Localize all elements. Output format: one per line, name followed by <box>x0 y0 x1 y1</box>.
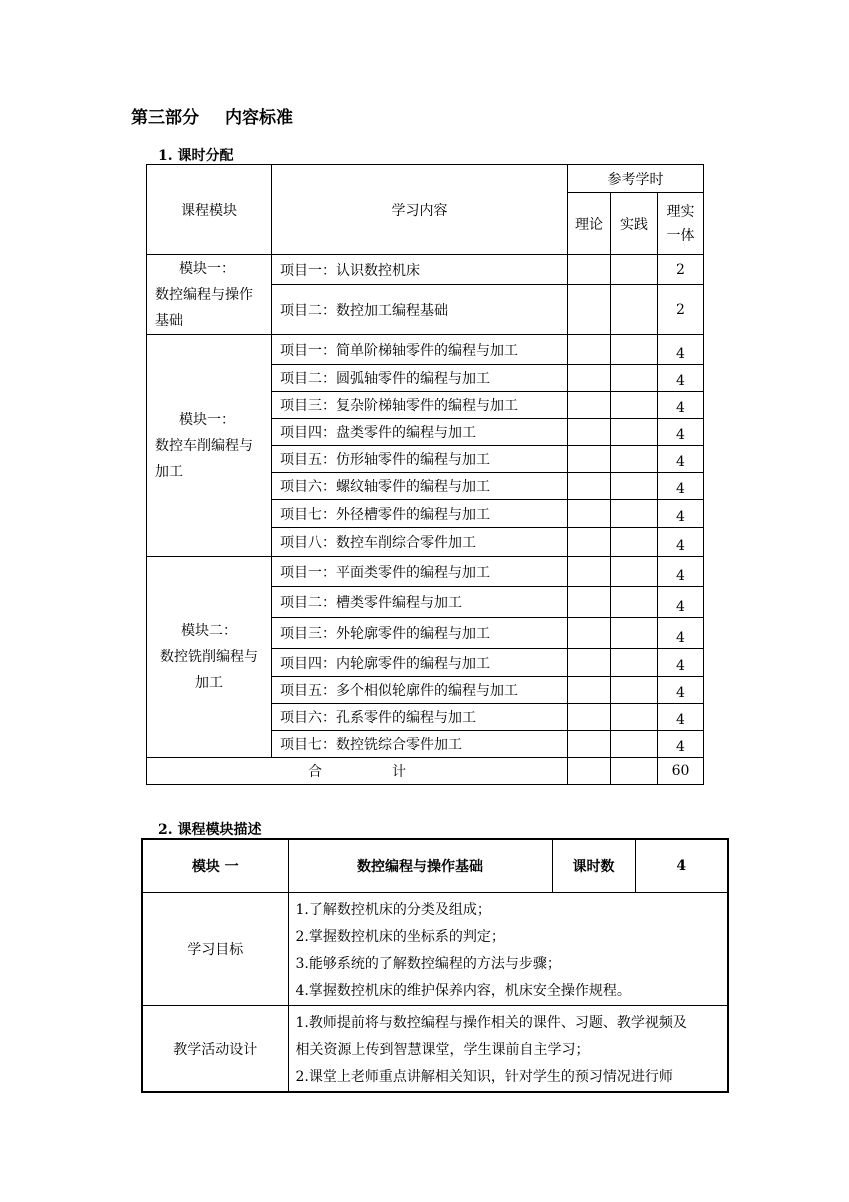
total-label <box>147 758 568 785</box>
project-label: 项目七：外径槽零件的编程与加工 <box>272 500 568 528</box>
module-name-line: 加工 <box>155 463 183 480</box>
total-hours: 60 <box>658 758 704 785</box>
project-hours: 4 <box>658 335 704 365</box>
project-hours: 4 <box>658 419 704 446</box>
project-hours: 4 <box>658 500 704 528</box>
table-row <box>147 255 704 285</box>
module-name-line: 模块一： <box>179 260 235 277</box>
project-label: 项目八：数控车削综合零件加工 <box>272 528 568 557</box>
header-ref-hours: 参考学时 <box>568 165 704 193</box>
module-cell <box>147 557 272 758</box>
header-module: 课程模块 <box>147 165 272 255</box>
goals-label: 学习目标 <box>142 893 288 1006</box>
activity-label: 教学活动设计 <box>142 1006 288 1093</box>
module-label: 模块 一 <box>142 839 288 893</box>
module-name-line: 数控编程与操作 <box>155 286 253 303</box>
project-label: 项目七：数控铣综合零件加工 <box>272 731 568 758</box>
project-hours: 4 <box>658 704 704 731</box>
project-label: 项目二：槽类零件编程与加工 <box>272 587 568 618</box>
project-label: 项目一：简单阶梯轴零件的编程与加工 <box>272 335 568 365</box>
project-label: 项目三：外轮廓零件的编程与加工 <box>272 618 568 649</box>
project-hours: 2 <box>658 285 704 335</box>
goal-item: 1.了解数控机床的分类及组成； <box>295 902 491 918</box>
header-integrated <box>658 193 704 255</box>
header-theory: 理论 <box>568 193 611 255</box>
project-hours: 4 <box>658 528 704 557</box>
project-hours: 4 <box>658 473 704 500</box>
project-label: 项目三：复杂阶梯轴零件的编程与加工 <box>272 392 568 419</box>
total-row <box>147 758 704 785</box>
goals-list <box>288 893 728 1006</box>
table-row <box>147 335 704 365</box>
goal-item: 3.能够系统的了解数控编程的方法与步骤； <box>295 956 561 972</box>
project-label: 项目四：内轮廓零件的编程与加工 <box>272 649 568 677</box>
project-hours: 4 <box>658 649 704 677</box>
hours-value: 4 <box>635 839 728 893</box>
total-label-b: 计 <box>392 764 406 780</box>
project-label: 项目五：仿形轴零件的编程与加工 <box>272 446 568 473</box>
module-name-line: 模块一： <box>179 411 235 428</box>
table-row <box>147 557 704 587</box>
project-label: 项目一：认识数控机床 <box>272 255 568 285</box>
activity-list <box>288 1006 728 1093</box>
module-description-table <box>141 838 729 1093</box>
project-hours: 4 <box>658 731 704 758</box>
project-hours: 4 <box>658 392 704 419</box>
header-practice: 实践 <box>611 193 658 255</box>
project-label: 项目五：多个相似轮廓件的编程与加工 <box>272 677 568 704</box>
module-name-line: 数控车削编程与 <box>155 437 253 454</box>
project-hours: 4 <box>658 618 704 649</box>
module-name-line: 加工 <box>195 675 223 691</box>
project-label: 项目六：孔系零件的编程与加工 <box>272 704 568 731</box>
project-hours: 4 <box>658 446 704 473</box>
project-label: 项目四：盘类零件的编程与加工 <box>272 419 568 446</box>
project-label: 项目六：螺纹轴零件的编程与加工 <box>272 473 568 500</box>
total-label-a: 合 <box>308 764 322 780</box>
project-hours: 2 <box>658 255 704 285</box>
module-name-line: 数控铣削编程与 <box>160 649 258 665</box>
module-name-line: 基础 <box>155 312 183 329</box>
description-heading: 2. 课程模块描述 <box>158 822 262 838</box>
project-label: 项目二：数控加工编程基础 <box>272 285 568 335</box>
module-cell <box>147 255 272 335</box>
header-integrated-line2: 一体 <box>666 227 695 244</box>
hours-label: 课时数 <box>552 839 635 893</box>
header-content: 学习内容 <box>272 165 568 255</box>
module-name-line: 模块二： <box>181 623 237 639</box>
project-label: 项目一：平面类零件的编程与加工 <box>272 557 568 587</box>
section-title <box>131 103 293 128</box>
goal-item: 4.掌握数控机床的维护保养内容，机床安全操作规程。 <box>295 983 631 999</box>
project-hours: 4 <box>658 587 704 618</box>
project-hours: 4 <box>658 677 704 704</box>
section-part: 第三部分 <box>131 108 199 128</box>
activity-line: 1.教师提前将与数控编程与操作相关的课件、习题、教学视频及 <box>295 1015 687 1031</box>
header-integrated-line1: 理实 <box>666 203 695 220</box>
activity-line: 相关资源上传到智慧课堂，学生课前自主学习； <box>295 1042 590 1058</box>
project-label: 项目二：圆弧轴零件的编程与加工 <box>272 365 568 392</box>
goal-item: 2.掌握数控机床的坐标系的判定； <box>295 929 505 945</box>
module-cell <box>147 335 272 557</box>
project-hours: 4 <box>658 365 704 392</box>
section-name: 内容标准 <box>225 108 293 128</box>
project-hours: 4 <box>658 557 704 587</box>
allocation-heading: 1. 课时分配 <box>158 148 234 164</box>
module-name: 数控编程与操作基础 <box>288 839 552 893</box>
activity-line: 2.课堂上老师重点讲解相关知识，针对学生的预习情况进行师 <box>295 1069 673 1085</box>
hours-allocation-table <box>146 164 704 785</box>
